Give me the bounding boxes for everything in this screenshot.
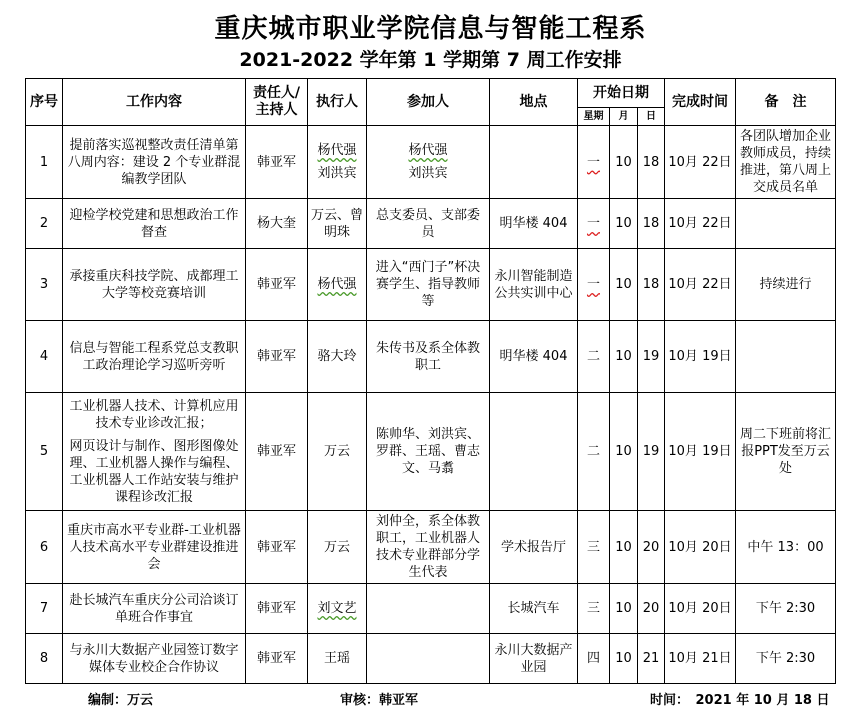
cell-weekday (578, 126, 610, 199)
cell-day: 18 (638, 126, 665, 199)
cell-seq: 1 (26, 126, 63, 199)
cell-location (490, 126, 578, 199)
header-row (26, 79, 836, 108)
cell-participants: 刘仲全，系全体教职工，工业机器人技术专业群部分学生代表 (367, 511, 490, 584)
document-title: 重庆城市职业学院信息与智能工程系 (214, 14, 647, 44)
cell-remarks: 持续进行 (736, 249, 836, 321)
col-weekday-header: 星期 (578, 108, 610, 126)
cell-owner: 韩亚军 (246, 249, 308, 321)
col-day-header: 日 (638, 108, 665, 126)
document-date: 时间： 2021 年 10 月 18 日 (650, 693, 830, 708)
cell-finish: 10月 22日 (665, 249, 736, 321)
cell-month: 10 (610, 511, 638, 584)
col-seq-header: 序号 (26, 79, 63, 126)
cell-weekday: 三 (578, 511, 610, 584)
cell-owner: 韩亚军 (246, 634, 308, 684)
cell-participants (367, 634, 490, 684)
table-row (26, 511, 836, 584)
cell-weekday: 四 (578, 634, 610, 684)
cell-location: 学术报告厅 (490, 511, 578, 584)
col-month-header: 月 (610, 108, 638, 126)
executor-name: 刘洪宾 (317, 166, 357, 181)
weekday-value: 一 (586, 277, 600, 292)
cell-location: 长城汽车 (490, 584, 578, 634)
cell-participants (367, 584, 490, 634)
col-location-header: 地点 (490, 79, 578, 126)
cell-day: 18 (638, 199, 665, 249)
cell-finish: 10月 20日 (665, 511, 736, 584)
cell-month: 10 (610, 249, 638, 321)
executor-name: 杨代强 (317, 143, 357, 158)
cell-participants: 总支委员、支部委员 (367, 199, 490, 249)
cell-content: 迎检学校党建和思想政治工作督查 (63, 199, 246, 249)
executor-name: 杨代强 (317, 277, 357, 292)
cell-location: 永川大数据产业园 (490, 634, 578, 684)
cell-owner: 韩亚军 (246, 393, 308, 511)
schedule-table (25, 78, 836, 684)
cell-content (63, 393, 246, 511)
cell-seq: 3 (26, 249, 63, 321)
cell-remarks: 中午 13：00 (736, 511, 836, 584)
reviewed-by: 审核：韩亚军 (340, 693, 419, 708)
cell-content: 与永川大数据产业园签订数字媒体专业校企合作协议 (63, 634, 246, 684)
participant-name: 刘洪宾 (408, 166, 448, 181)
cell-remarks (736, 199, 836, 249)
table-row (26, 584, 836, 634)
col-start-date-header: 开始日期 (578, 79, 665, 108)
cell-month: 10 (610, 584, 638, 634)
cell-weekday: 二 (578, 321, 610, 393)
cell-location (490, 393, 578, 511)
cell-seq: 6 (26, 511, 63, 584)
cell-weekday: 二 (578, 393, 610, 511)
table-row (26, 321, 836, 393)
cell-remarks: 下午 2:30 (736, 584, 836, 634)
cell-content: 信息与智能工程系党总支教职工政治理论学习巡听旁听 (63, 321, 246, 393)
content-part-2: 网页设计与制作、图形图像处理、工业机器人操作与编程、工业机器人工作站安装与维护课程诊改汇报 (69, 438, 239, 505)
participant-name: 杨代强 (408, 143, 448, 158)
cell-content: 赴长城汽车重庆分公司洽谈订单班合作事宜 (63, 584, 246, 634)
cell-seq: 2 (26, 199, 63, 249)
cell-month: 10 (610, 634, 638, 684)
cell-month: 10 (610, 199, 638, 249)
cell-participants: 陈帅华、刘洪宾、罗群、王瑶、曹志文、马翥 (367, 393, 490, 511)
compiled-by: 编制：万云 (88, 693, 154, 708)
cell-executor: 万云 (308, 511, 367, 584)
cell-executor (308, 126, 367, 199)
cell-owner: 韩亚军 (246, 126, 308, 199)
cell-finish: 10月 22日 (665, 126, 736, 199)
cell-month: 10 (610, 321, 638, 393)
cell-content: 承接重庆科技学院、成都理工大学等校竞赛培训 (63, 249, 246, 321)
table-row (26, 199, 836, 249)
cell-weekday (578, 199, 610, 249)
col-owner-header (246, 79, 308, 126)
cell-owner: 韩亚军 (246, 584, 308, 634)
cell-day: 19 (638, 393, 665, 511)
cell-participants: 朱传书及系全体教职工 (367, 321, 490, 393)
cell-weekday: 三 (578, 584, 610, 634)
cell-executor (308, 249, 367, 321)
owner-header-line1: 责任人/ (252, 85, 301, 101)
cell-executor: 万云 (308, 393, 367, 511)
col-content-header: 工作内容 (63, 79, 246, 126)
executor-name: 刘文艺 (317, 601, 357, 616)
cell-remarks: 下午 2:30 (736, 634, 836, 684)
col-finish-header: 完成时间 (665, 79, 736, 126)
cell-executor: 骆大玲 (308, 321, 367, 393)
cell-seq: 7 (26, 584, 63, 634)
cell-location: 永川智能制造公共实训中心 (490, 249, 578, 321)
col-participants-header: 参加人 (367, 79, 490, 126)
cell-content: 重庆市高水平专业群-工业机器人技术高水平专业群建设推进会 (63, 511, 246, 584)
col-executor-header: 执行人 (308, 79, 367, 126)
cell-owner: 杨大奎 (246, 199, 308, 249)
cell-seq: 8 (26, 634, 63, 684)
table-row (26, 249, 836, 321)
cell-remarks (736, 321, 836, 393)
table-row (26, 634, 836, 684)
table-row (26, 126, 836, 199)
cell-day: 20 (638, 584, 665, 634)
document-subtitle: 2021-2022 学年第 1 学期第 7 周工作安排 (239, 49, 622, 71)
cell-owner: 韩亚军 (246, 321, 308, 393)
cell-day: 19 (638, 321, 665, 393)
cell-finish: 10月 22日 (665, 199, 736, 249)
cell-remarks: 各团队增加企业教师成员，持续推进，第八周上交成员名单 (736, 126, 836, 199)
weekday-value: 一 (586, 154, 600, 170)
content-part-1: 工业机器人技术、计算机应用技术专业诊改汇报； (69, 398, 239, 431)
cell-finish: 10月 19日 (665, 321, 736, 393)
cell-month: 10 (610, 393, 638, 511)
cell-day: 20 (638, 511, 665, 584)
cell-location: 明华楼 404 (490, 199, 578, 249)
cell-participants: 进入“西门子”杯决赛学生、指导教师等 (367, 249, 490, 321)
table-row (26, 393, 836, 511)
cell-participants (367, 126, 490, 199)
weekday-value: 一 (586, 216, 600, 231)
cell-month: 10 (610, 126, 638, 199)
cell-content: 提前落实巡视整改责任清单第八周内容：建设 2 个专业群混编教学团队 (63, 126, 246, 199)
cell-weekday (578, 249, 610, 321)
cell-day: 18 (638, 249, 665, 321)
cell-executor: 万云、曾明珠 (308, 199, 367, 249)
cell-remarks: 周二下班前将汇报PPT发至万云处 (736, 393, 836, 511)
cell-location: 明华楼 404 (490, 321, 578, 393)
owner-header-line2: 主持人 (255, 102, 298, 118)
cell-seq: 5 (26, 393, 63, 511)
cell-executor: 王瑶 (308, 634, 367, 684)
cell-finish: 10月 19日 (665, 393, 736, 511)
cell-finish: 10月 20日 (665, 584, 736, 634)
cell-seq: 4 (26, 321, 63, 393)
col-remarks-header: 备 注 (736, 79, 836, 126)
cell-finish: 10月 21日 (665, 634, 736, 684)
cell-day: 21 (638, 634, 665, 684)
cell-executor (308, 584, 367, 634)
cell-owner: 韩亚军 (246, 511, 308, 584)
